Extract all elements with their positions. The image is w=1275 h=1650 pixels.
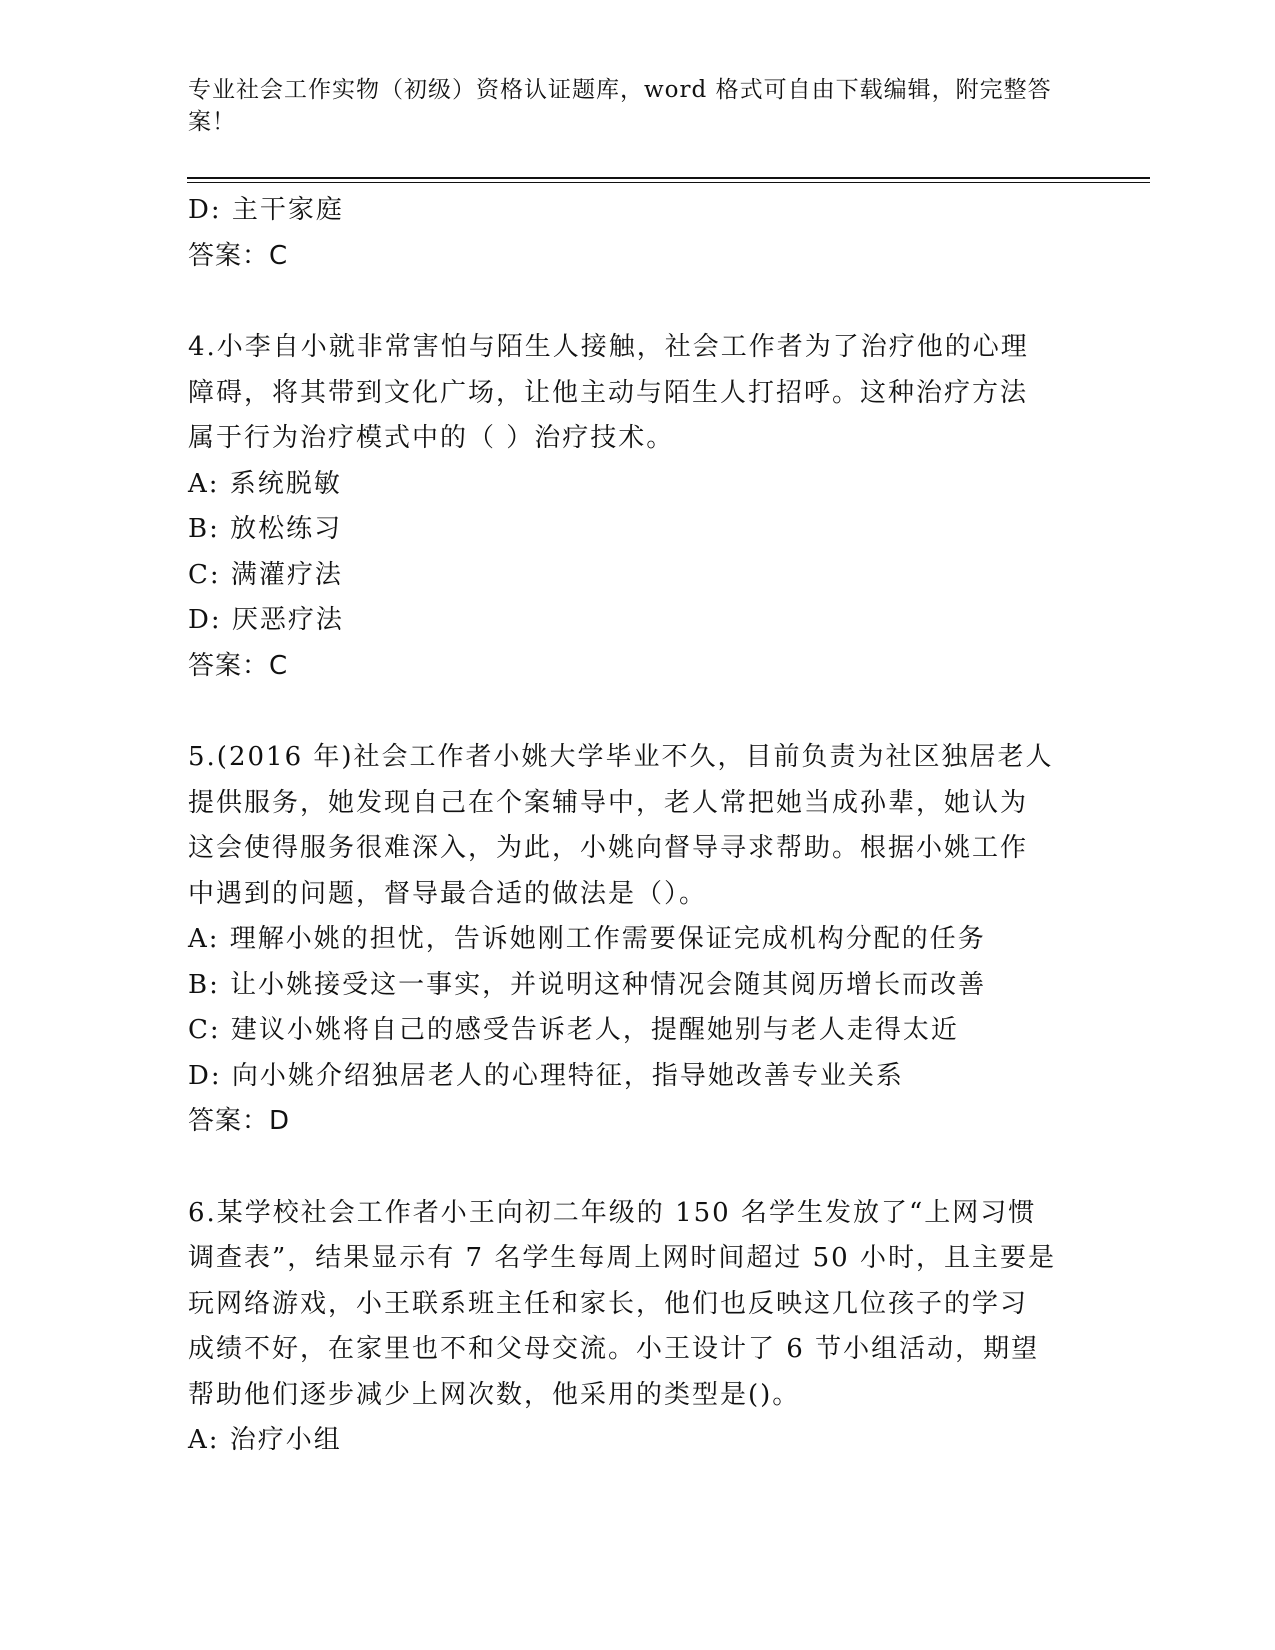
header-line-1: 专业社会工作实物（初级）资格认证题库，word 格式可自由下载编辑，附完整答 (188, 77, 1052, 103)
prev-question-tail (188, 188, 1088, 279)
page-header (188, 74, 1068, 138)
question-6 (188, 1191, 1088, 1464)
option-c: C: 满灌疗法 (188, 559, 343, 590)
question-stem-line: 玩网络游戏，小王联系班主任和家长，他们也反映这几位孩子的学习 (188, 1288, 1029, 1319)
header-line-2: 案！ (188, 109, 236, 135)
question-stem-line: 障碍，将其带到文化广场，让他主动与陌生人打招呼。这种治疗方法 (188, 377, 1029, 408)
option-c: C: 建议小姚将自己的感受告诉老人，提醒她别与老人走得太近 (188, 1015, 959, 1045)
question-stem-line: 这会使得服务很难深入，为此，小姚向督导寻求帮助。根据小姚工作 (188, 833, 1029, 863)
option-a: A: 治疗小组 (188, 1425, 342, 1455)
question-stem-line: 调查表”，结果显示有 7 名学生每周上网时间超过 50 小时，且主要是 (188, 1243, 1056, 1273)
option-d: D: 主干家庭 (188, 195, 344, 225)
question-5 (188, 735, 1088, 1145)
question-stem-line: 中遇到的问题，督导最合适的做法是（）。 (188, 878, 708, 909)
question-stem-line: 成绩不好，在家里也不和父母交流。小王设计了 6 节小组活动，期望 (188, 1334, 1040, 1364)
spacer (188, 1145, 1088, 1191)
answer-line: 答案：C (188, 650, 289, 681)
question-list (188, 188, 1088, 1464)
spacer (188, 689, 1088, 735)
option-b: B: 让小姚接受这一事实，并说明这种情况会随其阅历增长而改善 (188, 969, 987, 1000)
header-divider-thick (187, 177, 1150, 179)
question-stem-line: 提供服务，她发现自己在个案辅导中，老人常把她当成孙辈，她认为 (188, 787, 1029, 818)
option-d: D: 向小姚介绍独居老人的心理特征，指导她改善专业关系 (188, 1060, 904, 1091)
header-divider-thin (187, 182, 1150, 183)
option-a: A: 理解小姚的担忧，告诉她刚工作需要保证完成机构分配的任务 (188, 924, 986, 954)
question-4 (188, 325, 1088, 689)
option-b: B: 放松练习 (188, 514, 343, 544)
spacer (188, 279, 1088, 325)
option-d: D: 厌恶疗法 (188, 605, 344, 635)
answer-line: 答案：D (188, 1106, 291, 1136)
question-stem-line: 属于行为治疗模式中的（ ）治疗技术。 (188, 423, 675, 453)
answer-line: 答案：C (188, 240, 289, 271)
option-a: A: 系统脱敏 (188, 468, 342, 499)
question-stem-line: 6.某学校社会工作者小王向初二年级的 150 名学生发放了“上网习惯 (188, 1197, 1037, 1228)
question-stem-line: 4.小李自小就非常害怕与陌生人接触，社会工作者为了治疗他的心理 (188, 332, 1029, 362)
question-stem-line: 5.(2016 年)社会工作者小姚大学毕业不久，目前负责为社区独居老人 (188, 742, 1054, 772)
question-stem-line: 帮助他们逐步减少上网次数，他采用的类型是()。 (188, 1379, 801, 1410)
